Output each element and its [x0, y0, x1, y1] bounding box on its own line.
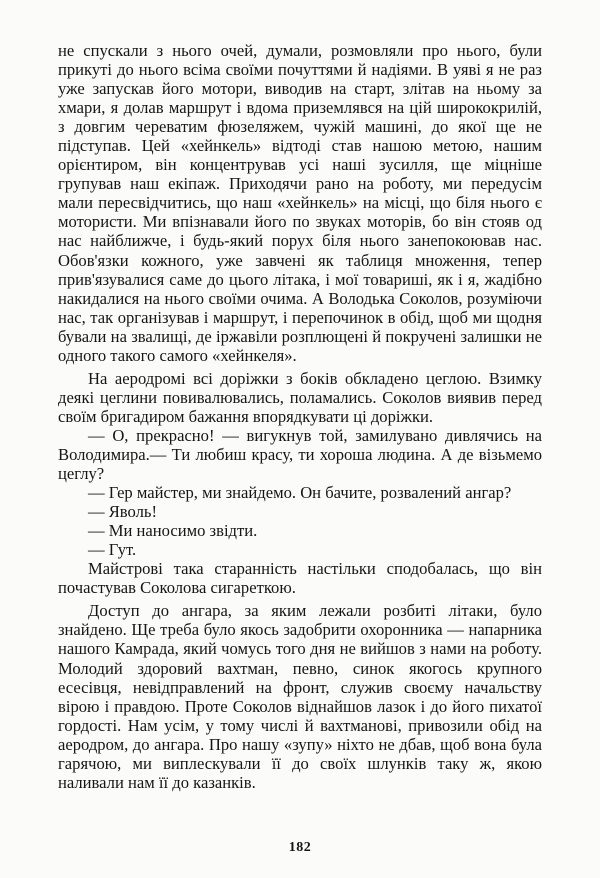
page-number: 182: [288, 840, 312, 855]
paragraph-cigarette: Майстрові така старанність настільки сподобалась, що він почастував Соколова сигареткою.: [58, 559, 542, 598]
dialogue-line: — Яволь!: [88, 502, 157, 522]
dialogue-line: — Гер майстер, ми знайдемо. Он бачите, розвалений ангар?: [88, 483, 512, 503]
paragraph-continued: не спускали з нього очей, думали, розмовляли про нього, були прикуті до нього всіма своїми почуттями й надіями. В уяві я не раз уже запускав його мотори, виводив на старт, злітав на ньому за хмари, я долав маршрут і вдома приземлявся на цій ширококрилій, з довгим череватим фюзеляжем, чужій машині, до якої ще не підступав. Цей «хейнкель» відтоді став нашою метою, нашим орієнтиром, він концентрував усі наші зусилля, ще міцніше групував наш екіпаж. Приходячи рано на роботу, ми передусім мали пересвідчитись, що наш «хейнкель» на місці, що біля нього є мотористи. Ми впізнавали його по звуках моторів, бо він стояв од нас найближче, і будь-який порух біля нього занепокоював нас. Обов'язки кожного, уже завчені як таблиця множення, тепер прив'язувалися саме до цього літака, і мої товариші, як і я, жадібно накидалися на нього своїми очима. А Володька Соколов, розуміючи нас, так організував і маршрут, і перепочинок в обід, щоб ми щодня бували на звалищі, де іржавіли розплющені й покручені залишки не одного такого самого «хейнкеля».: [58, 41, 542, 365]
dialogue-line: — Ми наносимо звідти.: [88, 521, 258, 541]
paragraph-airfield-paths: На аеродромі всі доріжки з боків обкладено цеглою. Взимку деякі цеглини повивалювались, поламались. Соколов виявив перед своїм бригадиром бажання впорядкувати ці доріжки.: [58, 368, 542, 426]
page-body-text: [58, 41, 542, 792]
dialogue-line: — О, прекрасно! — вигукнув той, замилувано дивлячись на Володимира.— Ти любиш красу, ти хороша людина. А де візьмемо цеглу?: [58, 425, 542, 484]
dialogue-line: — Гут.: [88, 540, 137, 560]
paragraph-hangar-access: Доступ до ангара, за яким лежали розбиті літаки, було знайдено. Ще треба було якось задобрити охоронника — напарника нашого Камрада, який чомусь того дня не вийшов з нами на роботу. Молодий здоровий вахтман, певно, синок якогось крупного есесівця, невідправлений на фронт, служив своєму начальству вірою і правдою. Проте Соколов віднайшов лазок і до його пихатої гордості. Нам усім, у тому числі й вахтманові, привозили обід на аеродром, до ангара. Про нашу «зупу» ніхто не дбав, щоб вона була гарячою, ми виплескували її до своїх шлунків таку ж, якою наливали нам її до казанків.: [58, 601, 542, 792]
